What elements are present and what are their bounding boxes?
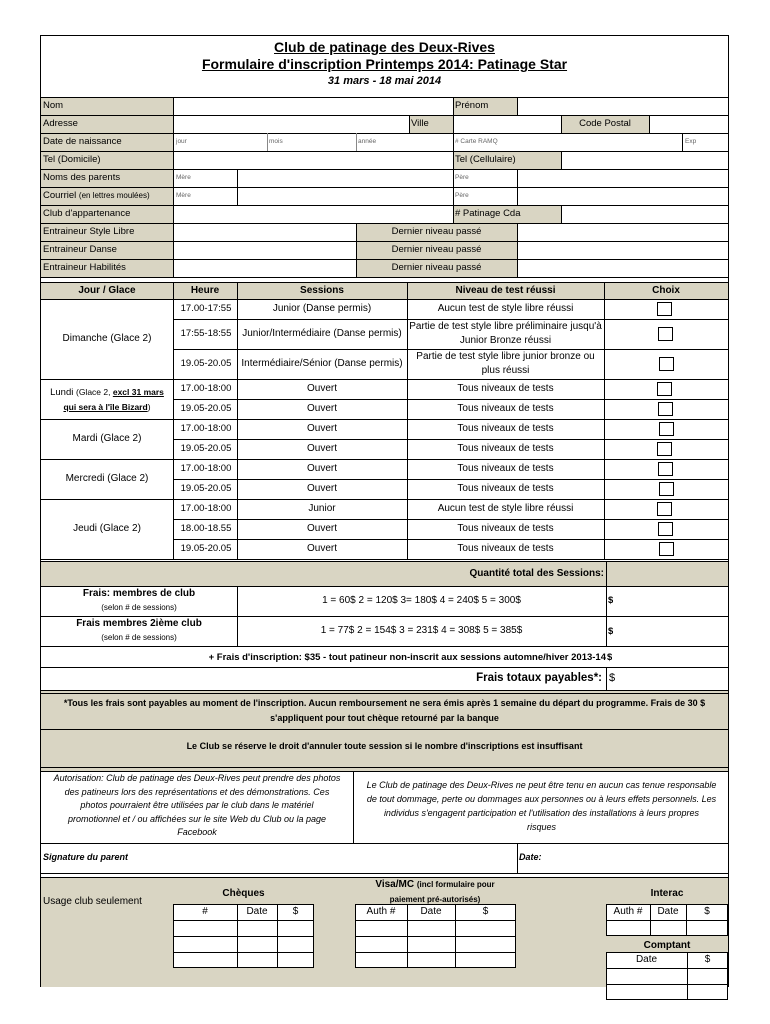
heure-cell: 17:55-18:55 bbox=[180, 328, 232, 339]
dernier-niveau-2: Dernier niveau passé bbox=[391, 244, 482, 255]
code-postal-field[interactable] bbox=[650, 116, 728, 132]
interac-col-header: Date bbox=[657, 906, 679, 917]
niveau-cell: Tous niveaux de tests bbox=[457, 543, 554, 554]
patinage-cda-label: # Patinage Cda bbox=[455, 208, 521, 219]
membres2-title: Frais membres 2ième club bbox=[76, 618, 202, 629]
day-cell: Dimanche (Glace 2) bbox=[62, 333, 152, 344]
heure-cell: 17.00-18:00 bbox=[180, 383, 232, 394]
cheques-col-header: Date bbox=[246, 906, 268, 917]
cheques-label: Chèques bbox=[222, 888, 265, 899]
ville-label: Ville bbox=[411, 118, 429, 129]
cheques-col-header: # bbox=[202, 906, 208, 917]
visa-note2: paiement pré-autorisés) bbox=[389, 895, 481, 904]
comptant-col-header: Date bbox=[635, 954, 658, 965]
header-sessions: Sessions bbox=[300, 285, 344, 296]
choix-checkbox[interactable] bbox=[657, 442, 672, 456]
day-label-line2: qui sera à l'île Bizard) bbox=[63, 401, 151, 412]
choix-checkbox[interactable] bbox=[659, 357, 674, 371]
heure-cell: 17.00-18:00 bbox=[180, 503, 232, 514]
authorization-left-line: photos pourraient être utilisées par le club dans le matériel bbox=[80, 800, 314, 811]
choix-checkbox[interactable] bbox=[658, 462, 673, 476]
authorization-right bbox=[355, 778, 728, 834]
heure-cell: 17.00-18:00 bbox=[180, 463, 232, 474]
niveau-cell: Tous niveaux de tests bbox=[457, 523, 554, 534]
nom-field[interactable] bbox=[174, 98, 453, 114]
payables-note-2: s'appliquent pour tout chèque retourné par la banque bbox=[270, 713, 499, 723]
niveau-cell: Tous niveaux de tests bbox=[457, 423, 554, 434]
choix-checkbox[interactable] bbox=[659, 482, 674, 496]
signature-field[interactable] bbox=[141, 846, 515, 870]
interac-label: Interac bbox=[650, 888, 684, 899]
session-cell: Ouvert bbox=[306, 483, 337, 494]
niveau-cell: Tous niveaux de tests bbox=[457, 403, 554, 414]
tel-cellulaire-label: Tel (Cellulaire) bbox=[455, 154, 516, 165]
adresse-field[interactable] bbox=[174, 116, 409, 132]
annuler-note: Le Club se réserve le droit d'annuler toute session si le nombre d'inscriptions est insuffisant bbox=[186, 741, 583, 751]
day-label-line1: Lundi (Glace 2, excl 31 mars bbox=[50, 386, 164, 398]
day-cell bbox=[41, 379, 173, 419]
day-cell: Mercredi (Glace 2) bbox=[65, 473, 149, 484]
dernier-niveau-3: Dernier niveau passé bbox=[391, 262, 482, 273]
entraineur-danse-label: Entraineur Danse bbox=[43, 244, 117, 255]
session-cell: Ouvert bbox=[306, 383, 337, 394]
visa-col-header: Auth # bbox=[366, 906, 396, 917]
visa-label: Visa/MC (incl formulaire pour bbox=[375, 879, 495, 890]
code-postal-label: Code Postal bbox=[579, 118, 631, 129]
registration-form bbox=[40, 35, 729, 987]
annee-hint[interactable]: année bbox=[358, 138, 377, 145]
payables-note-1: *Tous les frais sont payables au moment de l'inscription. Aucun remboursement ne sera émis après 1 semaine du départ du programme. Frais de 30 $ bbox=[63, 698, 706, 708]
pere-hint[interactable]: Père bbox=[455, 174, 469, 181]
session-cell: Ouvert bbox=[306, 423, 337, 434]
niveau-cell: Partie de test style libre préliminaire jusqu'à Junior Bronze réussi bbox=[409, 321, 602, 346]
authorization-left-line: Facebook bbox=[177, 827, 217, 838]
niveau-cell: Tous niveaux de tests bbox=[457, 383, 554, 394]
header-choix: Choix bbox=[652, 285, 680, 296]
header-niveau: Niveau de test réussi bbox=[455, 285, 556, 296]
signature-date-field[interactable] bbox=[551, 846, 726, 870]
date-naissance-label: Date de naissance bbox=[43, 136, 122, 147]
entraineur-style-label: Entraineur Style Libre bbox=[43, 226, 135, 237]
choix-checkbox[interactable] bbox=[657, 382, 672, 396]
tel-domicile-field[interactable] bbox=[174, 152, 453, 168]
comptant-col-header: $ bbox=[704, 954, 711, 965]
membres-sub: (selon # de sessions) bbox=[101, 603, 177, 612]
choix-checkbox[interactable] bbox=[657, 302, 672, 316]
ramq-hint[interactable]: # Carte RAMQ bbox=[455, 138, 498, 145]
choix-checkbox[interactable] bbox=[659, 542, 674, 556]
authorization-right-line: risques bbox=[526, 822, 556, 832]
signature-date-label: Date: bbox=[519, 852, 542, 862]
session-cell: Junior (Danse permis) bbox=[272, 303, 372, 314]
adresse-label: Adresse bbox=[43, 118, 78, 129]
signature-parent-label: Signature du parent bbox=[43, 852, 129, 862]
membres2-prices: 1 = 77$ 2 = 154$ 3 = 231$ 4 = 308$ 5 = 385$ bbox=[320, 625, 523, 636]
heure-cell: 19.05-20.05 bbox=[180, 443, 232, 454]
session-cell: Ouvert bbox=[306, 523, 337, 534]
session-cell: Ouvert bbox=[306, 463, 337, 474]
session-cell: Junior bbox=[308, 503, 336, 514]
authorization-left-line: promotionnel et / ou affichées sur le site Web du Club ou la page bbox=[68, 813, 326, 824]
usage-label: Usage club seulement bbox=[43, 896, 142, 907]
patinage-cda-field[interactable] bbox=[562, 206, 728, 222]
authorization-left-line: Autorisation: Club de patinage des Deux-Rives peut prendre des photos bbox=[53, 773, 341, 783]
heure-cell: 17.00-18:00 bbox=[180, 423, 232, 434]
courriel-mere-hint[interactable]: Mère bbox=[176, 192, 191, 199]
prenom-label: Prénom bbox=[455, 100, 489, 111]
interac-col-header: Auth # bbox=[613, 906, 643, 917]
niveau-cell: Tous niveaux de tests bbox=[457, 463, 554, 474]
authorization-right-line: Le Club de patinage des Deux-Rives ne peut être tenu en aucun cas tenue responsable bbox=[366, 780, 717, 790]
courriel-label: Courriel (en lettres moulées) bbox=[43, 190, 150, 201]
choix-checkbox[interactable] bbox=[657, 502, 672, 516]
session-cell: Junior/Intermédiaire (Danse permis) bbox=[242, 328, 402, 339]
club-title: Club de patinage des Deux-Rives bbox=[274, 39, 495, 55]
tel-domicile-label: Tel (Domicile) bbox=[43, 154, 101, 165]
heure-cell: 19.05-20.05 bbox=[180, 403, 232, 414]
session-cell: Ouvert bbox=[306, 443, 337, 454]
interac-col-header: $ bbox=[704, 906, 710, 917]
club-appartenance-field[interactable] bbox=[174, 206, 453, 222]
mere-hint[interactable]: Mère bbox=[176, 174, 191, 181]
noms-parents-label: Noms des parents bbox=[43, 172, 121, 183]
authorization-right-line: de tout dommage, perte ou dommages aux personnes ou à leurs effets personnels. Les bbox=[366, 794, 717, 804]
authorization-left bbox=[43, 772, 351, 840]
inscription-fee: + Frais d'inscription: $35 - tout patineur non-inscrit aux sessions automne/hiver 2013-14 bbox=[208, 652, 606, 663]
choix-checkbox[interactable] bbox=[659, 422, 674, 436]
niveau-cell: Partie de test style libre junior bronze ou plus réussi bbox=[416, 351, 595, 376]
choix-checkbox[interactable] bbox=[658, 327, 673, 341]
inscription-amount[interactable]: $ bbox=[607, 652, 613, 663]
session-cell: Intermédiaire/Sénior (Danse permis) bbox=[241, 358, 403, 369]
visa-col-header: Date bbox=[420, 906, 442, 917]
dernier-niveau-1: Dernier niveau passé bbox=[391, 226, 482, 237]
day-cell: Mardi (Glace 2) bbox=[72, 433, 142, 444]
quantite-total-label: Quantité total des Sessions: bbox=[469, 568, 604, 579]
tel-cellulaire-field[interactable] bbox=[562, 152, 728, 168]
form-title: Formulaire d'inscription Printemps 2014: Patinage Star bbox=[201, 56, 568, 72]
niveau-cell: Tous niveaux de tests bbox=[457, 483, 554, 494]
choix-checkbox[interactable] bbox=[658, 402, 673, 416]
ville-field[interactable] bbox=[454, 116, 561, 132]
club-appartenance-label: Club d'appartenance bbox=[43, 208, 131, 219]
comptant-label: Comptant bbox=[643, 940, 691, 951]
header-jour: Jour / Glace bbox=[78, 285, 136, 296]
membres-prices: 1 = 60$ 2 = 120$ 3= 180$ 4 = 240$ 5 = 300$ bbox=[322, 595, 521, 606]
niveau-cell: Tous niveaux de tests bbox=[457, 443, 554, 454]
jour-hint[interactable]: jour bbox=[176, 138, 187, 145]
choix-checkbox[interactable] bbox=[658, 522, 673, 536]
heure-cell: 19.05-20.05 bbox=[180, 483, 232, 494]
entraineur-habiletes-label: Entraineur Habilités bbox=[43, 262, 126, 273]
membres-amount[interactable]: $ bbox=[608, 595, 614, 606]
heure-cell: 19.05-20.05 bbox=[180, 543, 232, 554]
totaux-label: Frais totaux payables*: bbox=[476, 672, 602, 684]
session-cell: Ouvert bbox=[306, 403, 337, 414]
prenom-field[interactable] bbox=[518, 98, 728, 114]
membres-title: Frais: membres de club bbox=[82, 588, 196, 599]
heure-cell: 17.00-17:55 bbox=[180, 303, 232, 314]
membres2-sub: (selon # de sessions) bbox=[101, 633, 177, 642]
exp-hint[interactable]: Exp bbox=[685, 138, 697, 145]
niveau-cell: Aucun test de style libre réussi bbox=[437, 303, 574, 314]
heure-cell: 18.00-18.55 bbox=[180, 523, 232, 534]
day-cell: Jeudi (Glace 2) bbox=[73, 523, 141, 534]
form-dates: 31 mars - 18 mai 2014 bbox=[327, 75, 442, 87]
header-heure: Heure bbox=[190, 285, 220, 296]
totaux-amount[interactable]: $ bbox=[609, 672, 616, 684]
authorization-right-line: individus s'engagent participation et l'utilisation des installations à leurs propres bbox=[383, 808, 700, 818]
authorization-left-line: des patineurs lors des représentations et des démonstrations. Ces bbox=[64, 786, 330, 797]
heure-cell: 19.05-20.05 bbox=[180, 358, 232, 369]
visa-col-header: $ bbox=[482, 906, 489, 917]
courriel-pere-hint[interactable]: Père bbox=[455, 192, 469, 199]
nom-label: Nom bbox=[43, 100, 64, 111]
cheques-col-header: $ bbox=[292, 906, 299, 917]
membres2-amount[interactable]: $ bbox=[608, 626, 614, 637]
session-cell: Ouvert bbox=[306, 543, 337, 554]
niveau-cell: Aucun test de style libre réussi bbox=[437, 503, 574, 514]
mois-hint[interactable]: mois bbox=[269, 138, 283, 145]
